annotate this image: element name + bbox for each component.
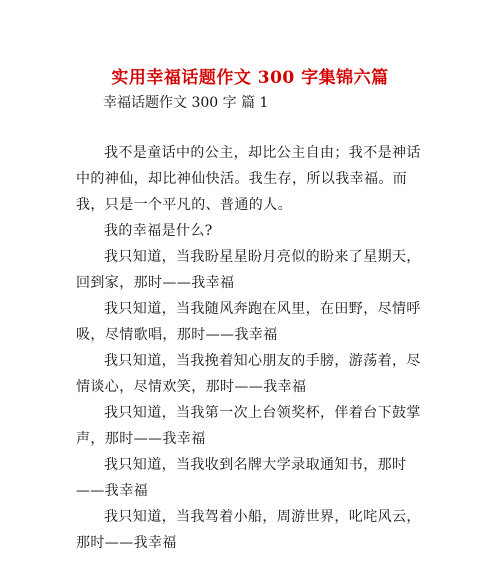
document-subtitle: 幸福话题作文 300 字 篇 1 xyxy=(103,95,269,111)
paragraph: 我的幸福是什么? xyxy=(104,223,213,239)
paragraph: 我不是童话中的公主，却比公主自由；我不是神话中的神仙，却比神仙快活。我生存，所以我幸福。而我，只是一个平凡的、普通的人。 xyxy=(76,145,421,213)
paragraph: 我只知道，当我驾着小船，周游世界，叱咤风云，那时——我幸福 xyxy=(76,509,421,551)
paragraph: 我只知道，当我盼星星盼月亮似的盼来了星期天，回到家，那时——我幸福 xyxy=(76,249,421,291)
document-title: 实用幸福话题作文 300 字集锦六篇 xyxy=(111,68,389,88)
paragraph: 我只知道，当我第一次上台领奖杯，伴着台下鼓掌声，那时——我幸福 xyxy=(76,405,421,447)
paragraph: 我只知道，当我随风奔跑在风里，在田野，尽情呼吸，尽情歌唱，那时——我幸福 xyxy=(76,301,421,343)
paragraph: 我只知道，当我挽着知心朋友的手膀，游荡着，尽情谈心，尽情欢笑，那时——我幸福 xyxy=(76,353,421,395)
document-body xyxy=(76,140,426,556)
paragraph: 我只知道，当我收到名牌大学录取通知书，那时——我幸福 xyxy=(76,457,407,499)
